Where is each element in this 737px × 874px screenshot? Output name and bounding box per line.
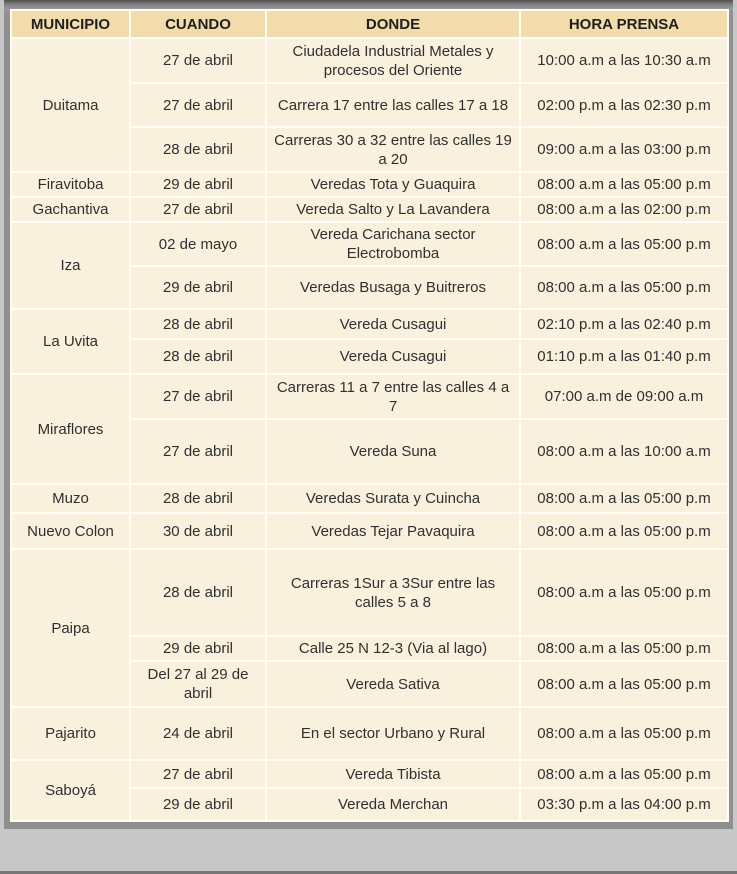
cuando-cell: 29 de abril	[130, 636, 266, 661]
table-row	[11, 549, 728, 636]
hora-cell: 08:00 a.m a las 05:00 p.m	[520, 484, 728, 513]
table-row	[11, 222, 728, 266]
cuando-cell: 28 de abril	[130, 309, 266, 339]
cuando-cell: 28 de abril	[130, 484, 266, 513]
table-frame	[4, 0, 733, 829]
donde-cell: Carreras 11 a 7 entre las calles 4 a 7	[266, 374, 520, 419]
donde-cell: Veredas Tejar Pavaquira	[266, 513, 520, 549]
table-row	[11, 484, 728, 513]
donde-cell: Vereda Salto y La Lavandera	[266, 197, 520, 222]
table-row	[11, 707, 728, 760]
table-row	[11, 309, 728, 339]
municipio-cell: Iza	[11, 222, 130, 309]
donde-cell: Vereda Merchan	[266, 788, 520, 821]
table-body	[11, 38, 728, 821]
municipio-cell: La Uvita	[11, 309, 130, 374]
donde-cell: En el sector Urbano y Rural	[266, 707, 520, 760]
hora-cell: 03:30 p.m a las 04:00 p.m	[520, 788, 728, 821]
donde-cell: Ciudadela Industrial Metales y procesos del Oriente	[266, 38, 520, 83]
municipio-cell: Saboyá	[11, 760, 130, 821]
municipio-cell: Miraflores	[11, 374, 130, 484]
hora-cell: 02:10 p.m a las 02:40 p.m	[520, 309, 728, 339]
donde-cell: Carreras 1Sur a 3Sur entre las calles 5 a 8	[266, 549, 520, 636]
cuando-cell: 24 de abril	[130, 707, 266, 760]
table-header	[11, 10, 728, 38]
cuando-cell: 27 de abril	[130, 374, 266, 419]
column-header-donde: DONDE	[266, 10, 520, 38]
donde-cell: Veredas Surata y Cuincha	[266, 484, 520, 513]
cuando-cell: 27 de abril	[130, 760, 266, 788]
hora-cell: 08:00 a.m a las 05:00 p.m	[520, 222, 728, 266]
table-row	[11, 38, 728, 83]
schedule-table	[10, 9, 729, 822]
municipio-cell: Nuevo Colon	[11, 513, 130, 549]
table-row	[11, 197, 728, 222]
municipio-cell: Paipa	[11, 549, 130, 707]
cuando-cell: 28 de abril	[130, 549, 266, 636]
donde-cell: Vereda Carichana sector Electrobomba	[266, 222, 520, 266]
donde-cell: Vereda Tibista	[266, 760, 520, 788]
cuando-cell: 27 de abril	[130, 83, 266, 127]
hora-cell: 08:00 a.m a las 05:00 p.m	[520, 266, 728, 309]
donde-cell: Veredas Busaga y Buitreros	[266, 266, 520, 309]
donde-cell: Calle 25 N 12-3 (Via al lago)	[266, 636, 520, 661]
cuando-cell: Del 27 al 29 de abril	[130, 661, 266, 707]
hora-cell: 08:00 a.m a las 05:00 p.m	[520, 172, 728, 197]
hora-cell: 02:00 p.m a las 02:30 p.m	[520, 83, 728, 127]
municipio-cell: Pajarito	[11, 707, 130, 760]
municipio-cell: Muzo	[11, 484, 130, 513]
table-row	[11, 172, 728, 197]
cuando-cell: 27 de abril	[130, 419, 266, 484]
hora-cell: 08:00 a.m a las 05:00 p.m	[520, 707, 728, 760]
header-row	[11, 10, 728, 38]
hora-cell: 08:00 a.m a las 10:00 a.m	[520, 419, 728, 484]
table-row	[11, 374, 728, 419]
cuando-cell: 30 de abril	[130, 513, 266, 549]
hora-cell: 08:00 a.m a las 02:00 p.m	[520, 197, 728, 222]
cuando-cell: 02 de mayo	[130, 222, 266, 266]
municipio-cell: Firavitoba	[11, 172, 130, 197]
cuando-cell: 29 de abril	[130, 172, 266, 197]
hora-cell: 08:00 a.m a las 05:00 p.m	[520, 549, 728, 636]
hora-cell: 10:00 a.m a las 10:30 a.m	[520, 38, 728, 83]
hora-cell: 08:00 a.m a las 05:00 p.m	[520, 513, 728, 549]
column-header-cuando: CUANDO	[130, 10, 266, 38]
cuando-cell: 27 de abril	[130, 197, 266, 222]
column-header-hora-prensa: HORA PRENSA	[520, 10, 728, 38]
cuando-cell: 27 de abril	[130, 38, 266, 83]
donde-cell: Vereda Cusagui	[266, 309, 520, 339]
table-row	[11, 513, 728, 549]
hora-cell: 01:10 p.m a las 01:40 p.m	[520, 339, 728, 374]
donde-cell: Vereda Sativa	[266, 661, 520, 707]
municipio-cell: Duitama	[11, 38, 130, 172]
hora-cell: 08:00 a.m a las 05:00 p.m	[520, 760, 728, 788]
hora-cell: 08:00 a.m a las 05:00 p.m	[520, 661, 728, 707]
column-header-municipio: MUNICIPIO	[11, 10, 130, 38]
municipio-cell: Gachantiva	[11, 197, 130, 222]
donde-cell: Veredas Tota y Guaquira	[266, 172, 520, 197]
donde-cell: Carreras 30 a 32 entre las calles 19 a 20	[266, 127, 520, 172]
donde-cell: Vereda Cusagui	[266, 339, 520, 374]
hora-cell: 08:00 a.m a las 05:00 p.m	[520, 636, 728, 661]
donde-cell: Carrera 17 entre las calles 17 a 18	[266, 83, 520, 127]
cuando-cell: 29 de abril	[130, 266, 266, 309]
donde-cell: Vereda Suna	[266, 419, 520, 484]
hora-cell: 07:00 a.m de 09:00 a.m	[520, 374, 728, 419]
cuando-cell: 28 de abril	[130, 127, 266, 172]
hora-cell: 09:00 a.m a las 03:00 p.m	[520, 127, 728, 172]
table-row	[11, 760, 728, 788]
cuando-cell: 28 de abril	[130, 339, 266, 374]
cuando-cell: 29 de abril	[130, 788, 266, 821]
